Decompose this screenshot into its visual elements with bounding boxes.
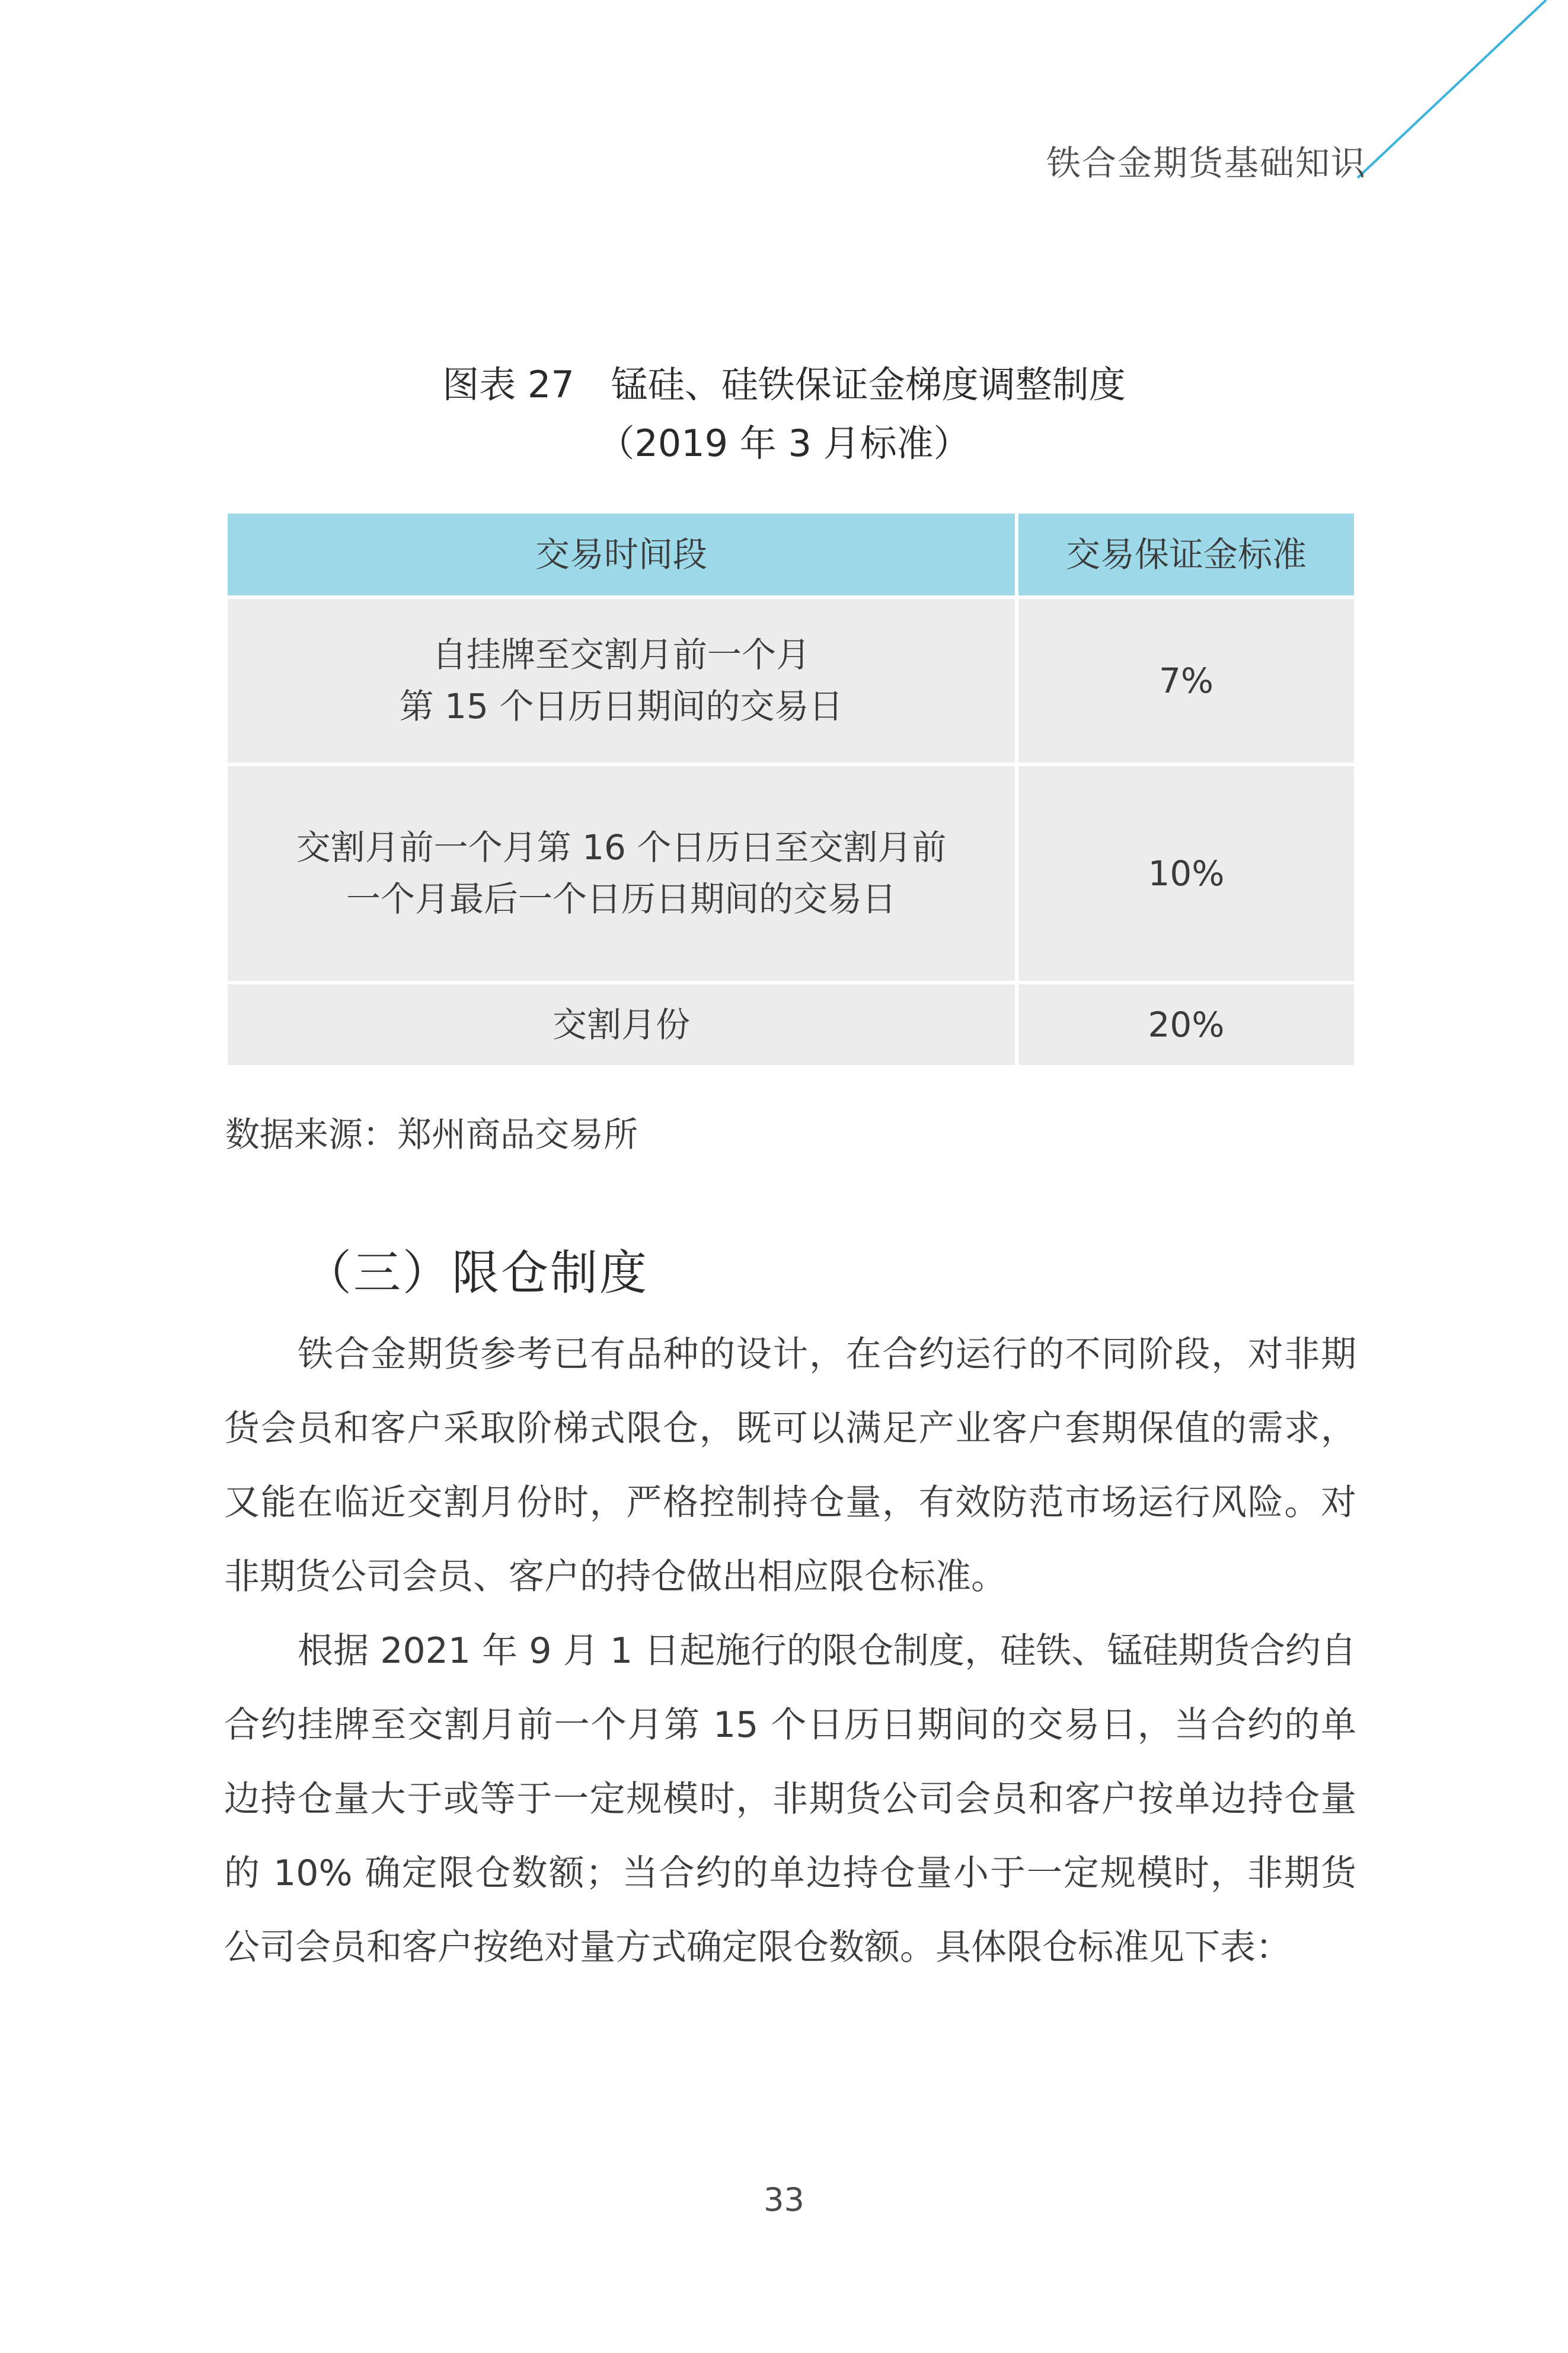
period-line: 自挂牌至交割月前一个月	[432, 635, 810, 675]
margin-cell: 7%	[1017, 597, 1356, 764]
data-source-note: 数据来源：郑州商品交易所	[225, 1114, 638, 1155]
margin-cell: 10%	[1017, 764, 1356, 983]
margin-schedule-table	[224, 510, 1358, 1069]
figure-caption-subtitle: （2019 年 3 月标准）	[598, 422, 970, 465]
margin-cell: 20%	[1017, 983, 1356, 1067]
running-header-title: 铁合金期货基础知识	[1046, 143, 1366, 183]
table-row	[226, 983, 1356, 1067]
period-cell	[226, 764, 1017, 983]
page-number: 33	[764, 2181, 804, 2218]
figure-caption-title: 图表 27 锰硅、硅铁保证金梯度调整制度	[442, 363, 1126, 406]
period-line: 第 15 个日历日期间的交易日	[399, 686, 844, 726]
period-cell	[226, 597, 1017, 764]
period-line: 一个月最后一个日历日期间的交易日	[346, 879, 896, 919]
body-paragraph: 铁合金期货参考已有品种的设计，在合约运行的不同阶段，对非期货会员和客户采取阶梯式限仓，既可以满足产业客户套期保值的需求，又能在临近交割月份时，严格控制持仓量，有效防范市场运行风险。对非期货公司会员、客户的持仓做出相应限仓标准。	[224, 1334, 1356, 1598]
period-cell: 交割月份	[226, 983, 1017, 1067]
column-header-period: 交易时间段	[226, 512, 1017, 597]
table-row	[226, 597, 1356, 764]
body-paragraph: 根据 2021 年 9 月 1 日起施行的限仓制度，硅铁、锰硅期货合约自合约挂牌至交割月前一个月第 15 个日历日期间的交易日，当合约的单边持仓量大于或等于一定规模时，非期货公司会员和客户按单边持仓量的 10% 确定限仓数额；当合约的单边持仓量小于一定规模时，非期货公司会员和客户按绝对量方式确定限仓数额。具体限仓标准见下表：	[224, 1630, 1356, 1968]
table-row	[226, 764, 1356, 983]
table-header-row	[226, 512, 1356, 597]
column-header-margin: 交易保证金标准	[1017, 512, 1356, 597]
period-line: 交割月前一个月第 16 个日历日至交割月前	[296, 827, 947, 868]
section-heading: （三）限仓制度	[304, 1245, 649, 1300]
